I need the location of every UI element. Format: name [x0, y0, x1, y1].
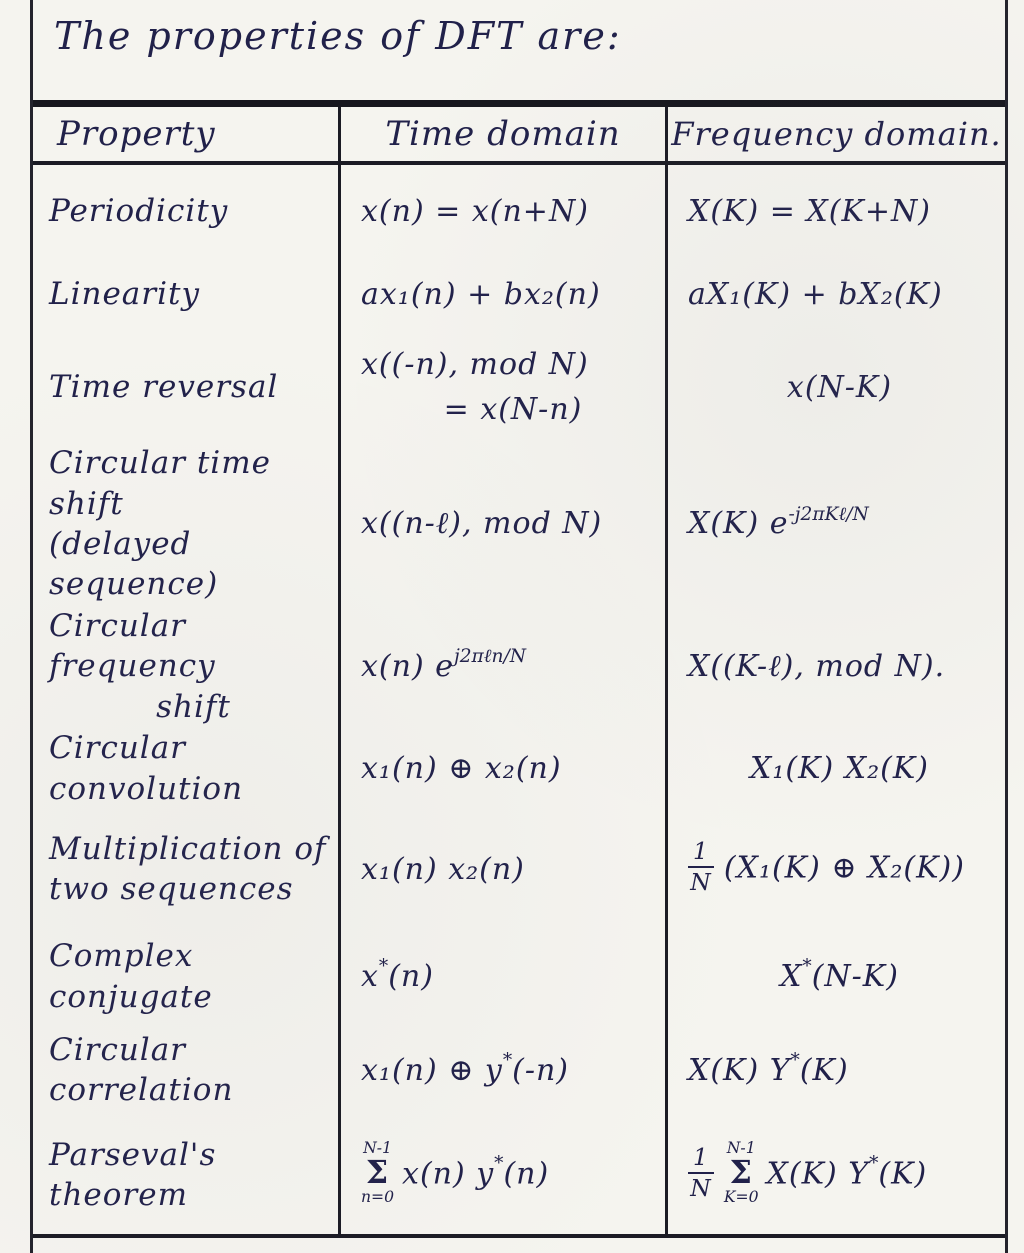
math-text: X((K-ℓ), mod N).	[688, 648, 946, 684]
math-text: (K)	[878, 1156, 928, 1191]
time-domain-cell	[338, 728, 665, 809]
math-superscript: *	[802, 956, 812, 978]
property-line: Parseval's theorem	[49, 1136, 217, 1213]
property-cell	[33, 331, 338, 443]
frequency-domain-cell	[665, 1116, 1005, 1234]
header-property: Property	[57, 114, 216, 155]
math-superscript: *	[790, 1049, 800, 1071]
table-row	[33, 443, 1005, 604]
time-domain-cell	[338, 809, 665, 929]
summation: N-1 Σ n=0	[361, 1138, 395, 1206]
property-cell	[33, 165, 338, 257]
math-text: (-n)	[512, 1052, 570, 1088]
property-line: (delayed sequence)	[49, 525, 219, 603]
math-superscript: j2πℓn/N	[453, 646, 527, 668]
table-row	[33, 728, 1005, 809]
math-text: X(K) = X(K+N)	[688, 193, 931, 229]
math-text: ax₁(n) + bx₂(n)	[361, 276, 601, 312]
frequency-domain-cell	[665, 1024, 1005, 1116]
math-text: x(n) = x(n+N)	[361, 193, 589, 229]
summation: N-1 Σ K=0	[723, 1138, 759, 1206]
property-cell	[33, 1024, 338, 1116]
frequency-domain-cell	[665, 443, 1005, 604]
right-margin-line	[1005, 0, 1008, 1253]
math-text: = x(N-n)	[443, 392, 583, 428]
frequency-domain-cell	[665, 331, 1005, 443]
property-cell	[33, 443, 338, 604]
property-cell	[33, 728, 338, 809]
frequency-domain-cell	[665, 165, 1005, 257]
property-line: Circular correlation	[49, 1031, 234, 1108]
math-text: x₁(n) x₂(n)	[361, 851, 525, 887]
dft-properties-table	[33, 100, 1005, 1238]
math-text: x₁(n) ⊕ y	[361, 1052, 503, 1088]
table-row	[33, 1116, 1005, 1234]
page-title: The properties of DFT are:	[54, 14, 622, 58]
math-text: X(K) Y	[688, 1052, 791, 1088]
time-domain-cell	[338, 257, 665, 331]
table-row	[33, 165, 1005, 257]
math-text: x	[361, 959, 379, 994]
math-text: X₁(K) X₂(K)	[750, 751, 929, 787]
property-line: two sequences	[49, 871, 294, 907]
math-text: (n)	[503, 1156, 550, 1191]
time-domain-cell	[338, 1024, 665, 1116]
property-cell	[33, 929, 338, 1024]
property-line: Circular frequency	[49, 607, 216, 685]
math-superscript: *	[869, 1153, 879, 1175]
math-text: x((-n), mod N)	[361, 347, 589, 383]
property-line: Circular time shift	[49, 445, 271, 522]
table-row	[33, 257, 1005, 331]
time-domain-cell	[338, 929, 665, 1024]
math-text: x((n-ℓ), mod N)	[361, 506, 603, 542]
math-text: X(K) e	[688, 506, 789, 542]
table-row	[33, 1024, 1005, 1116]
property-cell	[33, 257, 338, 331]
property-line: shift	[156, 688, 231, 725]
math-text: x₁(n) ⊕ x₂(n)	[361, 751, 562, 787]
time-domain-cell	[338, 604, 665, 728]
math-superscript: *	[494, 1153, 504, 1175]
header-frequency-domain: Frequency domain.	[665, 107, 1005, 161]
table-row	[33, 809, 1005, 929]
header-time-domain: Time domain	[338, 107, 665, 161]
table-header-row	[33, 107, 1005, 165]
property-line: Periodicity	[49, 193, 229, 230]
property-line: Complex conjugate	[49, 938, 213, 1015]
math-text: (K)	[799, 1052, 849, 1088]
time-domain-cell	[338, 165, 665, 257]
math-text: X(K) Y	[766, 1156, 870, 1191]
property-line: Circular convolution	[49, 730, 244, 807]
property-cell	[33, 809, 338, 929]
math-text: x(n) e	[361, 648, 454, 684]
math-text: x(N-K)	[786, 369, 893, 405]
math-superscript: *	[502, 1049, 513, 1071]
table-row	[33, 929, 1005, 1024]
table-row	[33, 331, 1005, 443]
table-row	[33, 604, 1005, 728]
frequency-domain-cell	[665, 809, 1005, 929]
frequency-domain-cell	[665, 728, 1005, 809]
math-text: (n)	[388, 959, 434, 994]
property-line: Multiplication of	[49, 830, 327, 867]
property-line: Linearity	[49, 276, 200, 313]
math-text: (X₁(K) ⊕ X₂(K))	[723, 850, 965, 885]
math-superscript: *	[378, 956, 389, 978]
math-text: (N-K)	[811, 959, 899, 994]
math-text: X	[780, 959, 803, 994]
math-superscript: -j2πKℓ/N	[788, 503, 869, 525]
table-body	[33, 165, 1005, 1234]
property-cell	[33, 1116, 338, 1234]
frequency-domain-cell	[665, 604, 1005, 728]
frequency-domain-cell	[665, 929, 1005, 1024]
fraction: $\frac{1}{N}$	[688, 840, 714, 895]
math-text: aX₁(K) + bX₂(K)	[688, 276, 943, 312]
math-text: x(n) y	[402, 1156, 495, 1191]
time-domain-cell	[338, 443, 665, 604]
frequency-domain-cell	[665, 257, 1005, 331]
property-line: Time reversal	[49, 369, 279, 406]
fraction: $\frac{1}{N}$	[688, 1146, 714, 1201]
time-domain-cell	[338, 331, 665, 443]
time-domain-cell	[338, 1116, 665, 1234]
property-cell	[33, 604, 338, 728]
